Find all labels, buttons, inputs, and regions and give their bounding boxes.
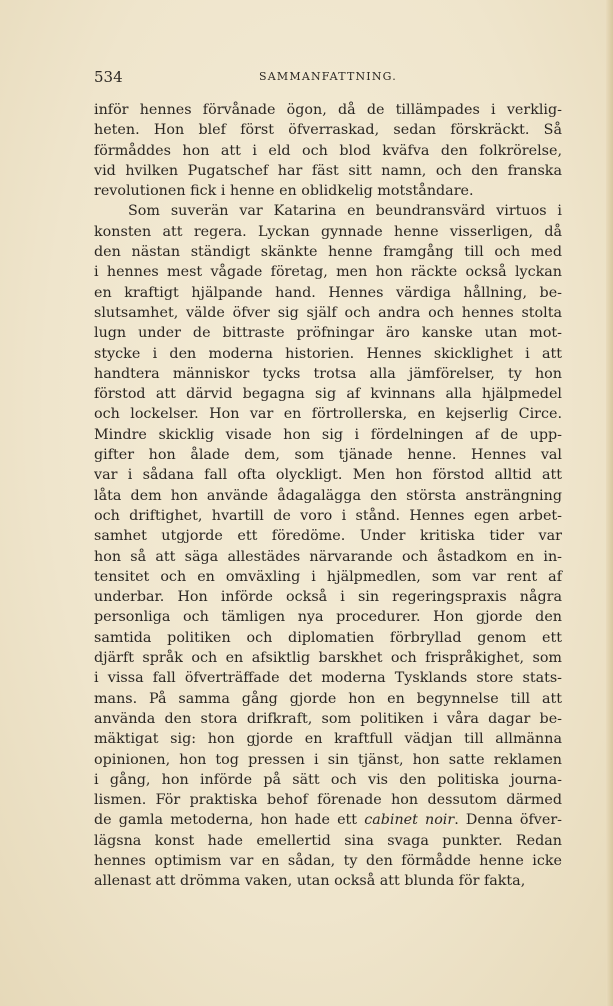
text-line: en kraftigt hjälpande hand. Hennes värdiga hållning, be- — [94, 284, 562, 301]
text-line: heten. Hon blef först öfverraskad, sedan förskräckt. Så — [94, 122, 562, 139]
text-line: i hennes mest vågade företag, men hon räckte också lyckan — [94, 264, 562, 281]
text-fragment: . Denna öfver- — [454, 812, 563, 829]
text-line: stycke i den moderna historien. Hennes skicklighet i att — [94, 345, 562, 362]
text-line: hon så att säga allestädes närvarande och åstadkom en in- — [94, 548, 562, 565]
text-line: vid hvilken Pugatschef har fäst sitt namn, och den franska — [94, 162, 562, 179]
text-line: handtera människor tycks trotsa alla jämförelser, ty hon — [94, 365, 562, 382]
text-line: den nästan ständigt skänkte henne framgång till och med — [94, 244, 562, 261]
text-line: mans. På samma gång gjorde hon en begynnelse till att — [94, 690, 562, 707]
text-fragment: de gamla metoderna, hon hade ett — [94, 812, 358, 829]
text-line: revolutionen fick i henne en oblidkelig motståndare. — [94, 183, 474, 200]
text-line: lismen. För praktiska behof förenade hon dessutom därmed — [94, 792, 562, 809]
text-line — [94, 810, 562, 830]
text-line: använda den stora drifkraft, som politiken i våra dagar be- — [94, 710, 562, 727]
text-line: lugn under de bittraste pröfningar äro kanske utan mot- — [94, 325, 562, 342]
text-line: allenast att drömma vaken, utan också att blunda för fakta, — [94, 873, 526, 890]
text-line: samtida politiken och diplomatien förbryllad genom ett — [94, 629, 562, 646]
page-header — [94, 68, 562, 88]
text-line: låta dem hon använde ådagalägga den största ansträngning — [94, 487, 562, 504]
text-line: Som suverän var Katarina en beundransvärd virtuos i — [128, 203, 562, 220]
text-line: i gång, hon införde på sätt och vis den politiska journa- — [94, 771, 562, 788]
text-line: förstod att därvid begagna sig af kvinnans alla hjälpmedel — [94, 386, 562, 403]
text-line: lägsna konst hade emellertid sina svaga punkter. Redan — [94, 832, 562, 849]
text-line: opinionen, hon tog pressen i sin tjänst, hon satte reklamen — [94, 751, 562, 768]
text-line: djärft språk och en afsiktlig barskhet och frispråkighet, som — [94, 650, 562, 667]
page-edge — [606, 0, 613, 1006]
text-line: gifter hon ålade dem, som tjänade henne. Hennes val — [94, 447, 562, 464]
text-line: var i sådana fall ofta olyckligt. Men hon förstod alltid att — [94, 467, 562, 484]
text-line: konsten att regera. Lyckan gynnade henne visserligen, då — [94, 223, 562, 240]
text-line: Mindre skicklig visade hon sig i fördelningen af de upp- — [94, 426, 562, 443]
page-number: 534 — [94, 68, 123, 86]
italic-term: cabinet noir — [364, 812, 455, 829]
text-line: förmåddes hon att i eld och blod kväfva den folkrörelse, — [94, 142, 562, 159]
text-line: underbar. Hon införde också i sin regeringspraxis några — [94, 589, 562, 606]
text-line: och lockelser. Hon var en förtrollerska, en kejserlig Circe. — [94, 406, 562, 423]
text-line: inför hennes förvånade ögon, då de tillämpades i verklig- — [94, 102, 562, 118]
text-line: slutsamhet, välde öfver sig själf och andra och hennes stolta — [94, 304, 562, 321]
text-line: i vissa fall öfverträffade det moderna Tysklands store stats- — [94, 670, 562, 687]
text-line: tensitet och en omväxling i hjälpmedlen, som var rent af — [94, 568, 562, 585]
text-line: hennes optimism var en sådan, ty den förmådde henne icke — [94, 852, 562, 869]
body-text — [94, 100, 562, 892]
text-line: mäktigat sig: hon gjorde en kraftfull vädjan till allmänna — [94, 731, 562, 748]
text-line: personliga och tämligen nya procedurer. Hon gjorde den — [94, 609, 562, 626]
text-line: och driftighet, hvartill de voro i stånd. Hennes egen arbet- — [94, 507, 562, 524]
text-line: samhet utgjorde ett föredöme. Under kritiska tider var — [94, 528, 562, 545]
running-title: SAMMANFATTNING. — [259, 70, 397, 83]
